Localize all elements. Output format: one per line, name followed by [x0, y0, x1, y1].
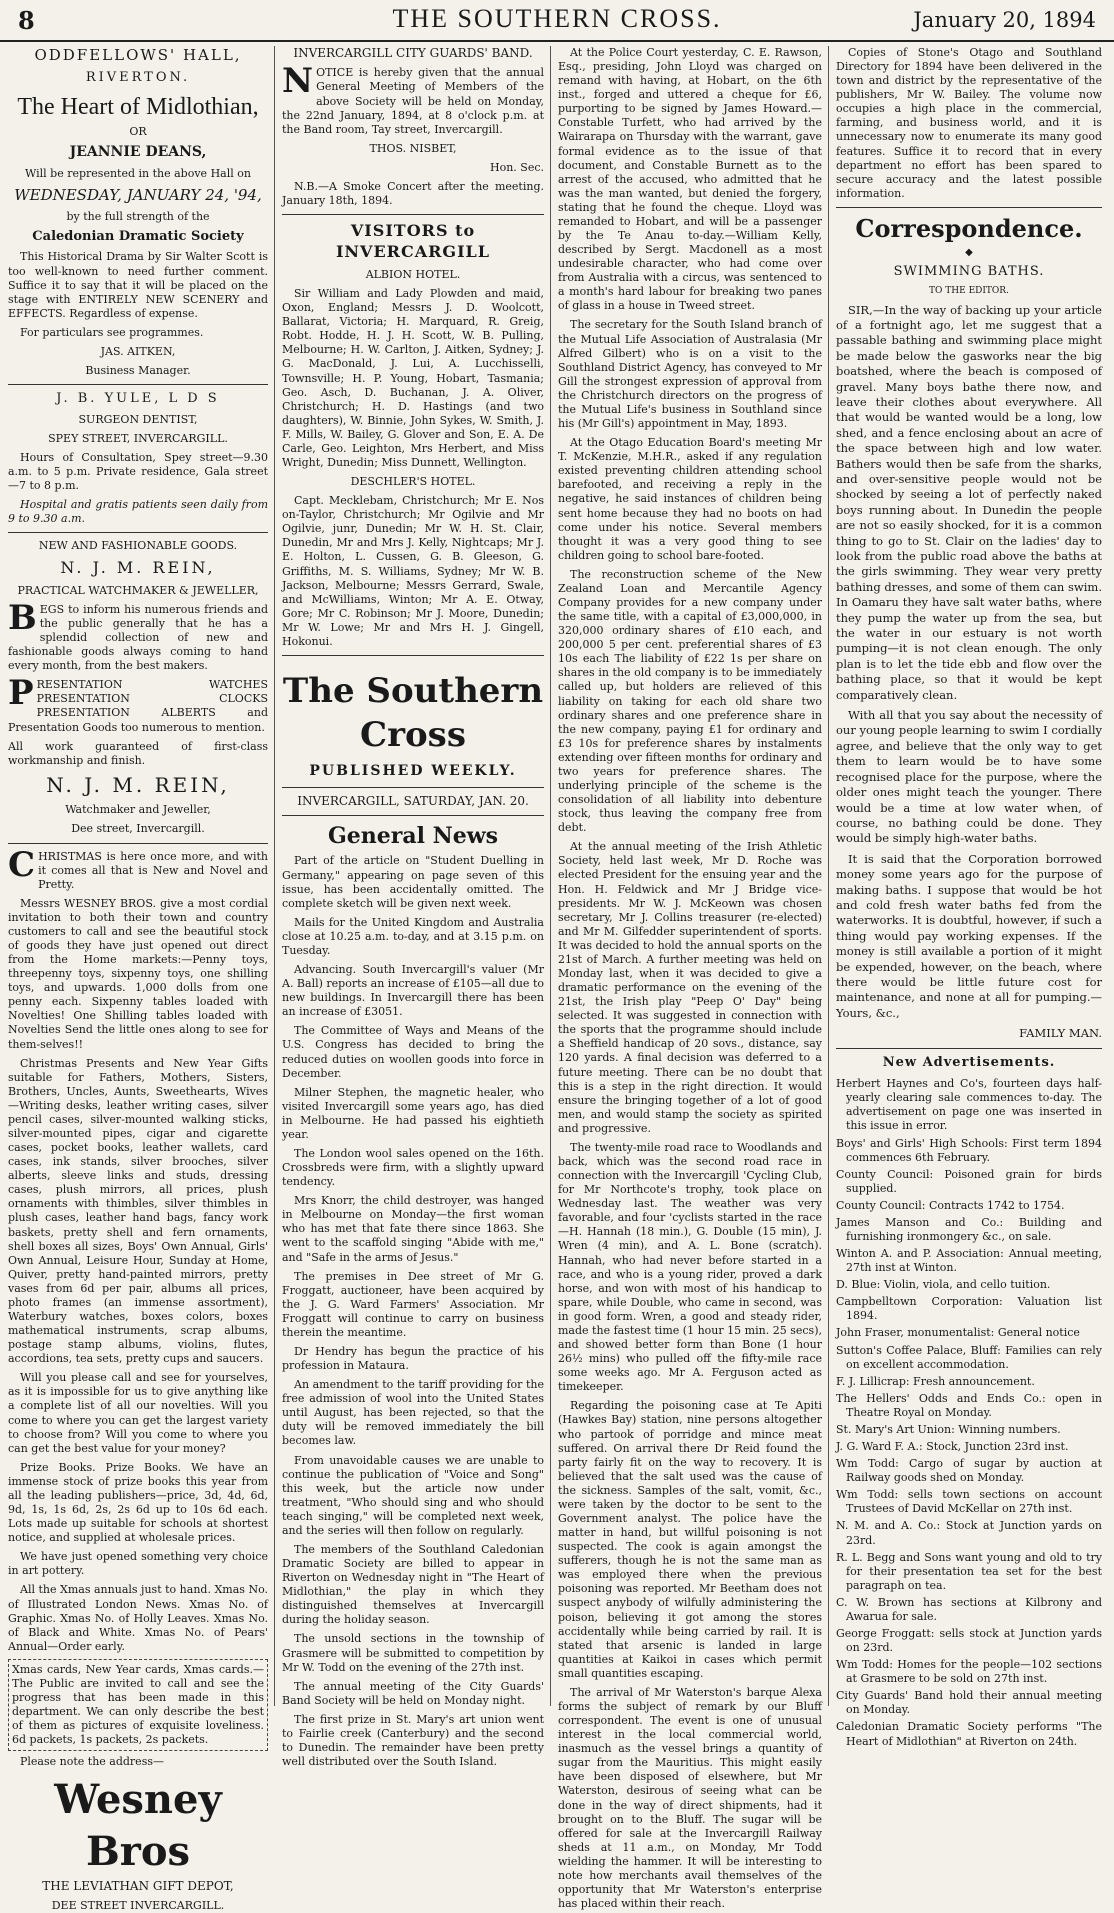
prize-books: Prize Books. Prize Books. We have an immense stock of prize books this year from all the leading publishers—price, 3d, 4d, 6d, 9d, 1s, 1s 6d, 2s, 2s 6d up to 10s 6d each. Lots made up suitable for schools at shortest notice, and supplied at wholesale prices.: [8, 1460, 268, 1545]
cards-box: [8, 1659, 268, 1751]
issue-date: January 20, 1894: [913, 8, 1096, 32]
dateline: INVERCARGILL, SATURDAY, JAN. 20.: [297, 793, 529, 808]
news-item: The members of the Southland Caledonian Dramatic Society are billed to appear in Riverton on Wednesday night in "The Heart of Midlothian," the play in which they distinguished themselves at Invercargill during the holiday season.: [282, 1543, 544, 1627]
new-goods: NEW AND FASHIONABLE GOODS.: [38, 539, 238, 553]
news-item: Mrs Knorr, the child destroyer, was hanged in Melbourne on Monday—the first woman who has met that fate there since 1863. She went to the scaffold singing "Abide with me," and "Safe in the arms of Jesus.": [282, 1194, 544, 1264]
general-news-heading: General News: [327, 823, 499, 850]
column-rule: [274, 46, 275, 1706]
news-item: The premises in Dee street of Mr G. Froggatt, auctioneer, have been acquired by the J. G. Ward Farmers' Association. Mr Froggatt will continue to carry on business therein the meantime.: [282, 1269, 544, 1339]
society-name: Caledonian Dramatic Society: [32, 228, 244, 244]
divider: [282, 655, 544, 656]
wesney-bros-logo: Wesney Bros: [54, 1776, 222, 1875]
column-1: [8, 46, 268, 1913]
oddfellows-heading: ODDFELLOWS' HALL,: [34, 46, 242, 64]
aitken-name: JAS. AITKEN,: [100, 344, 176, 358]
ad-item: County Council: Poisoned grain for birds supplied.: [836, 1167, 1102, 1195]
column-4: [836, 46, 1102, 1748]
cards-text: Xmas cards, New Year cards, Xmas cards.—The Public are invited to call and see the progress that has been made in this department. We can only describe the best of them as pictures of exquisite loveliness. 6d packets, 1s packets, 2s packets.: [12, 1662, 264, 1747]
newspaper-title: THE SOUTHERN CROSS.: [392, 4, 722, 33]
news-irish-athletic: At the annual meeting of the Irish Athletic Society, held last week, Mr D. Roche was elected President for the ensuing year and the Hon. H. Feldwick and Mr J Bridge vice-presidents. Mr W. J. McKeown was chosen secretary, Mr J. Collins treasurer (re-elected) and Mr M. Gilfedder superintendent of sports. It was decided to hold the annual sports on the 21st of March. A further meeting was held on Monday last, when it was decided to give a dramatic performance on the evening of the 21st, the Irish play "Peep O' Day" being selected. It was suggested in connection with the sports that the programme should include a Sheffield handicap of 20 sovs., distance, say 120 yards. A final decision was deferred to a future meeting. There can be no doubt that this is a step in the right direction. It would ensure the bringing together of a lot of good men, and would stamp the society as spirited and progressive.: [558, 840, 822, 1135]
represented-text: Will be represented in the above Hall on: [25, 166, 251, 180]
or-text: OR: [129, 124, 147, 138]
ad-item: Campbelltown Corporation: Valuation list 1894.: [836, 1295, 1102, 1323]
ad-item: C. W. Brown has sections at Kilbrony and Awarua for sale.: [836, 1595, 1102, 1623]
letter-paragraph: It is said that the Corporation borrowed money some years ago for the purpose of making baths. I suppose that would be hot and cold fresh water baths fed from the waterworks. It is doubtful, however, if such a thing would pay working expenses. If the money is still available a portion of it might be expended, however, on the beach, where there would be little future cost for maintenance, and none at all for pumping.—Yours, &c.,: [836, 851, 1102, 1020]
play-title: The Heart of Midlothian,: [17, 93, 259, 120]
consultation-hours: Hours of Consultation, Spey street—9.30 a.m. to 5 p.m. Private residence, Gala street —7 to 8 p.m.: [8, 450, 268, 493]
presentation-text: PRESENTATION WATCHES PRESENTATION CLOCKS PRESENTATION ALBERTS and Presentation Goods too numerous to mention.: [8, 673, 268, 734]
ad-item: James Manson and Co.: Building and furnishing ironmongery &c., on sale.: [836, 1215, 1102, 1244]
guards-notice: NOTICE is hereby given that the annual General Meeting of Members of the above Society will be held on Monday, the 22nd January, 1894, at 8 o'clock p.m. at the Band room, Tay street, Invercargill.: [282, 61, 544, 136]
column-rule: [828, 46, 829, 1706]
correspondence-heading: Correspondence.: [855, 213, 1083, 243]
ad-item: Wm Todd: sells town sections on account Trustees of David McKellar on 27th inst.: [836, 1488, 1102, 1516]
dee-street: DEE STREET INVERCARGILL.: [51, 1899, 225, 1913]
ad-item: St. Mary's Art Union: Winning numbers.: [836, 1422, 1061, 1436]
divider: [836, 1048, 1102, 1049]
rein-address: Dee street, Invercargill.: [71, 822, 205, 836]
news-mutual-life: The secretary for the South Island branch of the Mutual Life Association of Australasia (Mr Alfred Gilbert) who is on a visit to the Southland District Agency, has conveyed to Mr Gill the strongest expression of approval from the Christchurch directors on the progress of the Mutual Life's business in Southland since his (Mr Gill's) appointment in May, 1893.: [558, 318, 822, 431]
yule-name: J. B. YULE, L D S: [56, 391, 220, 407]
ornament: ◆: [965, 246, 973, 258]
ad-item: Winton A. and P. Association: Annual meeting, 27th inst at Winton.: [836, 1247, 1102, 1275]
drama-text: This Historical Drama by Sir Walter Scott is too well-known to need further comment. Suffice it to say that it will be placed on the stage with ENTIRELY NEW SCENERY and EFFECTS. Regardless of expense.: [8, 250, 268, 320]
letter-signature: FAMILY MAN.: [1019, 1026, 1102, 1041]
ad-item: Boys' and Girls' High Schools: First term 1894 commences 6th February.: [836, 1136, 1102, 1164]
page-number: 8: [18, 6, 35, 35]
divider: [8, 843, 268, 844]
news-education-board: At the Otago Education Board's meeting Mr T. McKenzie, M.H.R., asked if any regulation existed preventing children attending school barefooted, and receiving a reply in the negative, he said instances of children being sent home because they had no boots on had come under his notice. Several members thought it was a very good thing to see children going to school bare-footed.: [558, 436, 822, 562]
smoke-concert: N.B.—A Smoke Concert after the meeting. January 18th, 1894.: [282, 179, 544, 207]
albion-list: Sir William and Lady Plowden and maid, Oxon, England; Messrs J. D. Woolcott, Ballarat, Victoria; H. Marquard, R. Greig, Robt. Hodde, H. J. H. Scott, W. B. Pulling, Melbourne; H. W. Carlton, J. Aitken, Sydney; J. G. MacDonald, J. Lui, A. Lucchisselli, Townsville; H. P. Young, Hobart, Tasmania; Geo. Asch, D. Buchanan, J. A. Oliver, Christchurch; H. D. Hastings (and two daughters), W. Binnie, John Sykes, W. Smith, J. F. Mills, W. Bailey, G. Glover and Son, E. A. De Carle, Geo. Leighton, Mrs Herbert, and Miss Wright, Dunedin; Miss Dunnett, Wellington.: [282, 287, 544, 470]
hon-sec: Hon. Sec.: [490, 160, 544, 174]
christmas-text: CHRISTMAS is here once more, and with it comes all that is New and Novel and Pretty.: [8, 844, 268, 891]
jeannie-deans: JEANNIE DEANS,: [69, 143, 207, 160]
divider: [282, 214, 544, 215]
strength-text: by the full strength of the: [66, 209, 210, 223]
ad-item: Wm Todd: Cargo of sugar by auction at Railway goods shed on Monday.: [836, 1457, 1102, 1485]
ad-item: F. J. Lillicrap: Fresh announcement.: [836, 1374, 1035, 1388]
divider: [8, 532, 268, 533]
business-manager: Business Manager.: [85, 364, 191, 378]
news-reconstruction: The reconstruction scheme of the New Zealand Loan and Mercantile Agency Company provides for a new company under the same title, with a capital of £3,000,000, in 320,000 ordinary shares of £10 each, and 200,000 5 per cent. preferential shares of £3 10s each The liability of £22 1s per share on shares in the old company is to be immediately called up, but holders are relieved of this liability on taking for each old share two ordinary shares and one preference share in the new company, paying £1 for ordinary and £3 10s for preference shares by instalments extending over fifteen months for ordinary and two years for preference shares. The underlying principle of the scheme is the consolidation of all liability into debenture stock, thus leaving the company free from debt.: [558, 567, 822, 835]
letter-paragraph: With all that you say about the necessity of our young people learning to swim I cordially agree, and believe that the only way to get them to learn would be to have some recognised place for the purpose, where the older ones might teach the younger. There would be a time at low water when, of course, no bathing could be done. They would be simply high-water baths.: [836, 708, 1102, 846]
news-item: From unavoidable causes we are unable to continue the publication of "Voice and Song" this week, but the article now under treatment, "Who should sing and who should teach singing," will be completed next week, and the series will then follow on regularly.: [282, 1453, 544, 1537]
news-item: The London wool sales opened on the 16th. Crossbreds were firm, with a slightly upward tendency.: [282, 1146, 544, 1189]
ad-item: Sutton's Coffee Palace, Bluff: Families can rely on excellent accommodation.: [836, 1343, 1102, 1371]
pottery-text: We have just opened something very choice in art pottery.: [8, 1550, 268, 1578]
news-item: Mails for the United Kingdom and Australia close at 10.25 a.m. to-day, and at 3.15 p.m. on Tuesday.: [282, 915, 544, 957]
particulars-text: For particulars see programmes.: [20, 325, 204, 339]
divider: [836, 207, 1102, 208]
guaranteed-text: All work guaranteed of first-class workmanship and finish.: [8, 739, 268, 767]
rein-name: N. J. M. REIN,: [60, 558, 216, 578]
ad-item: N. M. and A. Co.: Stock at Junction yards on 23rd.: [836, 1519, 1102, 1547]
deschler-list: Capt. Mecklebam, Christchurch; Mr E. Nos on-Taylor, Christchurch; Mr Ogilvie and Mr Ogilvie, junr, Dunedin; Mr W. H. St. Clair, Dunedin, Mr and Mrs J. Kelly, Nightcaps; Mr J. E. Holton, L. Cussen, G. B. Gleeson, G. Griffiths, M. S. Williams, Sydney; Mr W. B. Jackson, Melbourne; Messrs Gerrard, Swale, and McWilliams, Winton; Mr A. E. Otway, Gore; Mr C. Robinson; Mr J. Moore, Dunedin; Mr W. Lowe; Mr and Mrs H. J. Gingell, Hokonui.: [282, 494, 544, 648]
ad-item: George Froggatt: sells stock at Junction yards on 23rd.: [836, 1626, 1102, 1655]
call-and-see: Will you please call and see for yourselves, as it is impossible for us to give anything like a complete list of all our novelties. Will you come to where you can get the largest variety to choose from? Will you come to where you can get the best value for your money?: [8, 1371, 268, 1455]
news-item: The first prize in St. Mary's art union went to Fairlie creek (Canterbury) and the second to Dunedin. The remainder have been pretty well distributed over the South Island.: [282, 1712, 544, 1769]
divider: [282, 787, 544, 788]
annuals-text: All the Xmas annuals just to hand. Xmas No. of Illustrated London News. Xmas No. of Graphic. Xmas No. of Holly Leaves. Xmas No. of Black and White. Xmas No. of Pears' Annual—Order early.: [8, 1583, 268, 1653]
ads-list: [836, 1077, 1102, 1748]
column-rule: [550, 46, 551, 1706]
surgeon-dentist: SURGEON DENTIST,: [78, 412, 198, 426]
news-item: An amendment to the tariff providing for the free admission of wool into the United States until August, has been rejected, so that the duty will be removed immediately the bill becomes law.: [282, 1378, 544, 1448]
deschler-heading: DESCHLER'S HOTEL.: [350, 475, 476, 489]
begs-text: BEGS to inform his numerous friends and the public generally that he has a splendid collection of new and fashionable goods always coming to hand every month, from the best makers.: [8, 597, 268, 673]
masthead: [0, 0, 1114, 42]
guards-heading: INVERCARGILL CITY GUARDS' BAND.: [293, 46, 533, 60]
news-item: Milner Stephen, the magnetic healer, who visited Invercargill some years ago, has died in Melbourne. He had passed his eightieth year.: [282, 1085, 544, 1141]
ad-item: J. G. Ward F. A.: Stock, Junction 23rd inst.: [836, 1440, 1069, 1454]
presents-text: Christmas Presents and New Year Gifts suitable for Fathers, Mothers, Sisters, Brothers, Uncles, Aunts, Sweethearts, Wives—Writing desks, leather writing cases, silver pencil cases, silver-mounted walking sticks, silver-mounted pipes, cigar and cigarette cases, pocket books, leather wallets, card cases, ink stands, silver brooches, silver alberts, sleeve links and studs, dressing cases, plush mirrors, all prices, plush ornaments with thimbles, silver thimbles in plush cases, leather hand bags, fancy work baskets, pretty shell and fern ornaments, shell boxes all sizes, Boys' Own Annual, Girls' Own Annual, Leisure Hour, Sunday at Home, Quiver, pretty hand-painted mirrors, pretty vases from 6d per pair, albums all prices, photo frames (an immense assortment), Waterbury watches, boxes colors, boxes mathematical instruments, scrap albums, postage stamp albums, violins, flutes, accordions, tea sets, pretty cups and saucers.: [8, 1056, 268, 1366]
ad-item: R. L. Begg and Sons want young and old to try for their presentation tea set for the best paragraph on tea.: [836, 1550, 1102, 1592]
column-2: [282, 46, 544, 1769]
southern-cross-logo: The Southern Cross: [282, 671, 544, 755]
nisbet-name: THOS. NISBET,: [369, 141, 457, 155]
hospital-patients: Hospital and gratis patients seen daily from 9 to 9.30 a.m.: [8, 498, 268, 526]
new-ads-heading: New Advertisements.: [882, 1054, 1056, 1070]
ad-item: D. Blue: Violin, viola, and cello tuition.: [836, 1278, 1051, 1292]
news-item: Dr Hendry has begun the practice of his profession in Mataura.: [282, 1344, 544, 1373]
letter-paragraph: SIR,—In the way of backing up your article of a fortnight ago, let me suggest that a passable bathing and swimming place might be made below the gasworks near the big boatshed, where the beach is composed of gravel. Many boys bathe there now, and leave their clothes about everywhere. All that would be wanted would be a long, low shed, and a fence enclosing about an acre of the space between high and low water. Bathers would then be safe from the sharks, and over-sensitive people would not be shocked by seeing a lot of perfectly naked boys running about. In Dunedin the people are not so easily shocked, for it is a common thing to go to St. Clair on the ladies' day to look from the public road above the baths at the girls swimming. They wear very pretty bathing dresses, and some of them can swim. In Oamaru they have salt water baths, where they pump the water up from the sea, but the water in our estuary is not worth pumping—it is not clean enough. The only plan is to let the tide ebb and flow over the bathing place, so that it would be kept comparatively clean.: [836, 302, 1102, 702]
news-road-race: The twenty-mile road race to Woodlands and back, which was the second road race in connection with the Invercargill 'Cycling Club, for Mr Northcote's trophy, took place on Wednesday last. The weather was very favorable, and four 'cyclists started in the race—H. Hannah (18 min.), G. Double (15 min), J. Wren (4 min), and A. L. Bone (scratch). Hannah, who had never before started in a race, and who is a young rider, proved a dark horse, and won with most of his handicap to spare, while Double, who came in second, was in good form. Wren, a good and steady rider, made the fastest time (1 hour 15 min. 25 secs), and showed better form than Bone (1 hour 26½ mins) who pulled off the fifty-mile race some weeks ago. Mr A. Ferguson acted as timekeeper.: [558, 1140, 822, 1394]
news-police-court: At the Police Court yesterday, C. E. Rawson, Esq., presiding, John Lloyd was charged on remand with having, at Hobart, on the 6th inst., forged and uttered a cheque for £6, purporting to be signed by James Howard.—Constable Turfett, who had arrived by the Wairarapa on Thursday with the warrant, gave formal evidence as to the issue of that document, and Constable Burnett as to the arrest of the accused, who admitted that he was the man wanted, but denied the forgery, stating that he found the cheque. Lloyd was remanded to Hobart, and will be a passenger by the Te Anau to-day.—William Kelly, described by Sergt. Macdonell as a most undesirable character, who had come over from Australia with a circus, was sentenced to a month's hard labour for breaking two panes of glass in a house in Tweed street.: [558, 46, 822, 313]
ad-item: Caledonian Dramatic Society performs "The Heart of Midlothian" at Riverton on 24th.: [836, 1720, 1102, 1748]
news-poisoning: Regarding the poisoning case at Te Apiti (Hawkes Bay) station, nine persons altogether who partook of porridge and mince meat suffered. On arrival there Dr Reid found the party fairly fit on the way to recovery. It is believed that the salt used was the cause of the sickness. Samples of the salt, vomit, &c., were taken by the doctor to be sent to the Government analyst. The police have the matter in hand, but willful poisoning is not suspected. The cook is again amongst the sufferers, though he is not the same man as was employed there when the previous poisoning was reported. Mr Beetham does not suspect anybody of wilfully administering the poison, believing it got among the stores accidentally while being carried by rail. It is stated that arsenic is landed in large quantities at Kaikoi in cases which permit small quantities escaping.: [558, 1399, 822, 1680]
riverton-heading: RIVERTON.: [85, 70, 191, 86]
swimming-heading: SWIMMING BATHS.: [893, 264, 1045, 280]
gift-depot: THE LEVIATHAN GIFT DEPOT,: [42, 1878, 234, 1893]
news-item: The annual meeting of the City Guards' Band Society will be held on Monday night.: [282, 1679, 544, 1707]
ad-item: City Guards' Band hold their annual meeting on Monday.: [836, 1689, 1102, 1717]
ad-item: County Council: Contracts 1742 to 1754.: [836, 1198, 1065, 1212]
news-item: Part of the article on "Student Duelling in Germany," appearing on page seven of this issue, has been accidentally omitted. The complete sketch will be given next week.: [282, 854, 544, 910]
rein-big: N. J. M. REIN,: [46, 772, 230, 797]
to-editor: TO THE EDITOR.: [929, 286, 1009, 296]
news-barque-alexa: The arrival of Mr Waterston's barque Alexa forms the subject of remark by our Bluff correspondent. The event is one of unusual interest in the local commercial world, inasmuch as the vessel brings a quantity of sugar from the Mauritius. This might easily have been disposed of elsewhere, but Mr Waterston, desirous of seeing what can be done in the way of direct shipments, had it brought on to the Bluff. The sugar will be offered for sale at the Invercargill Railway sheds at 11 a.m., on Monday, Mr Todd wielding the hammer. It will be interesting to note how merchants avail themselves of the opportunity that Mr Waterston's enterprise has placed within their reach.: [558, 1685, 822, 1911]
ad-item: Wm Todd: Homes for the people—102 sections at Grasmere to be sold on 27th inst.: [836, 1658, 1102, 1686]
albion-heading: ALBION HOTEL.: [365, 268, 461, 281]
rein-watchmaker: PRACTICAL WATCHMAKER & JEWELLER,: [17, 583, 259, 597]
wesney-invite: Messrs WESNEY BROS. give a most cordial invitation to both their town and country customers to call and see the beautiful stock of goods they have just opened out direct from the Home markets:—Penny toys, threepenny toys, sixpenny toys, one shilling toys, and upwards. 1,000 dolls from one penny each. Sixpenny tables loaded with Novelties! One Shilling tables loaded with Novelties Send the little ones along to see for them-selves!!: [8, 896, 268, 1051]
divider: [282, 815, 544, 816]
stones-directory: Copies of Stone's Otago and Southland Directory for 1894 have been delivered in the town and district by the representative of the publishers, Mr W. Bailey. The volume now occupies a high place in the commercial, farming, and business world, and it is unnecessary now to enumerate its many good features. Suffice it to record that in every department no effort has been spared to secure accuracy and the latest possible information.: [836, 46, 1102, 200]
news-item: Advancing. South Invercargill's valuer (Mr A. Ball) reports an increase of £105—all due to new buildings. In Invercargill there has been an increase of £3051.: [282, 963, 544, 1019]
visitors-heading: VISITORS to INVERCARGILL: [335, 221, 491, 261]
performance-date: WEDNESDAY, JANUARY 24, '94,: [14, 185, 262, 204]
news-item: The Committee of Ways and Means of the U.S. Congress has decided to bring the reduced duties on woollen goods into force in December.: [282, 1024, 544, 1080]
divider: [8, 384, 268, 385]
address-note: Please note the address—: [20, 1755, 164, 1769]
news-item: The unsold sections in the township of Grasmere will be submitted to competition by Mr W. Todd on the evening of the 27th inst.: [282, 1632, 544, 1674]
column-3: [558, 46, 822, 1911]
ad-item: Herbert Haynes and Co's, fourteen days half-yearly clearing sale commences to-day. The advertisement on page one was inserted in this issue in error.: [836, 1077, 1102, 1133]
published-weekly: PUBLISHED WEEKLY.: [309, 763, 517, 780]
ad-item: John Fraser, monumentalist: General notice: [836, 1326, 1080, 1340]
ad-item: The Hellers' Odds and Ends Co.: open in Theatre Royal on Monday.: [836, 1391, 1102, 1419]
spey-street: SPEY STREET, INVERCARGILL.: [48, 431, 228, 445]
rein-trade: Watchmaker and Jeweller,: [65, 803, 211, 817]
